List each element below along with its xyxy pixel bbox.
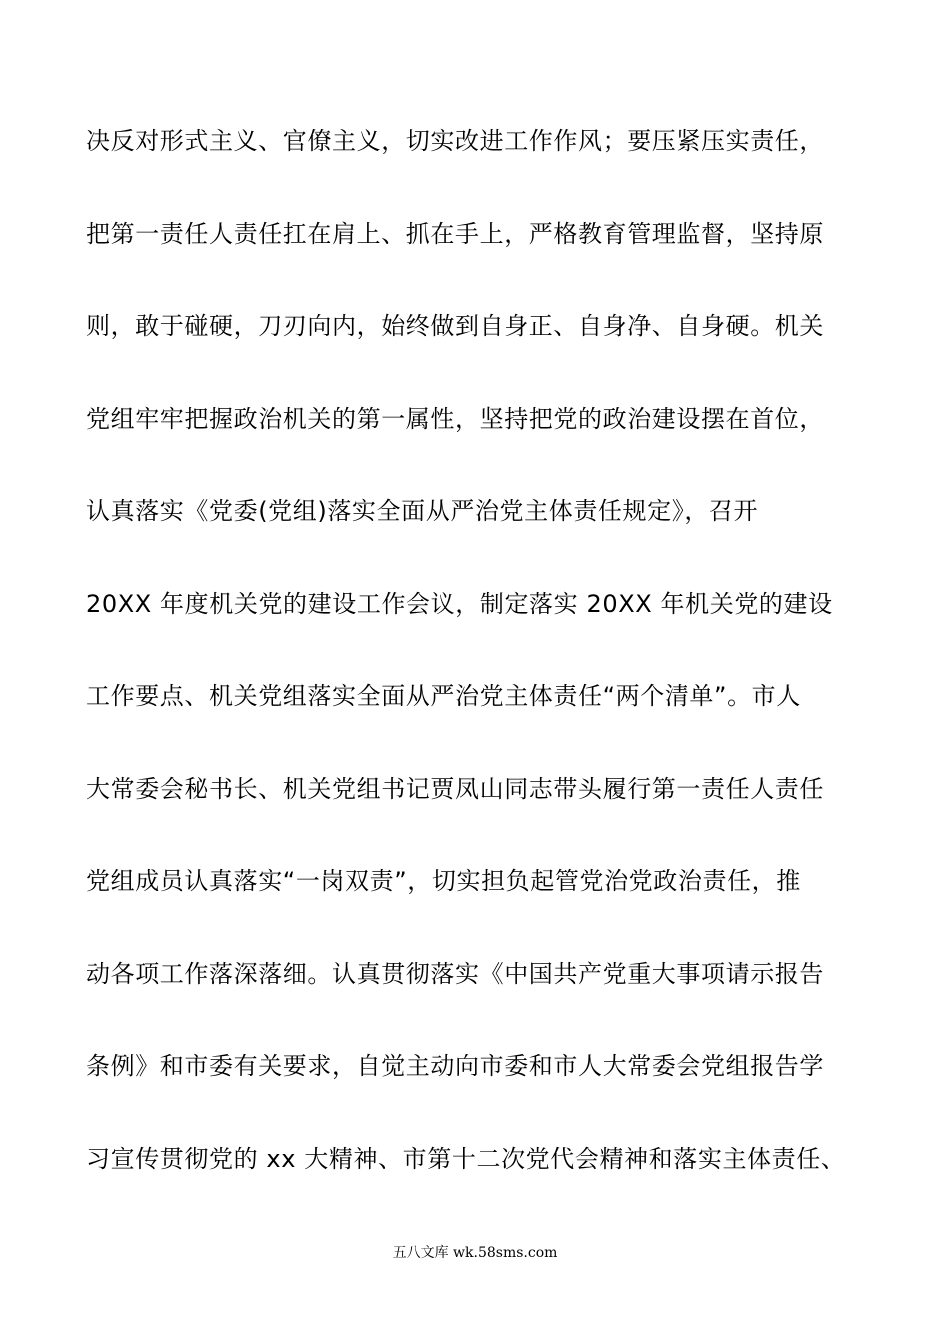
body-text-line-5: 认真落实《党委(党组)落实全面从严治党主体责任规定》，召开 (86, 497, 759, 525)
body-text-line-12: 习宣传贯彻党的 xx 大精神、市第十二次党代会精神和落实主体责任、 (86, 1145, 846, 1173)
body-text-line-8: 大常委会秘书长、机关党组书记贾凤山同志带头履行第一责任人责任 (86, 775, 824, 803)
body-text-line-3: 则，敢于碰硬，刀刃向内，始终做到自身正、自身净、自身硬。机关 (86, 312, 824, 340)
body-text-line-4: 党组牢牢把握政治机关的第一属性，坚持把党的政治建设摆在首位， (86, 405, 824, 433)
body-text-line-9: 党组成员认真落实“一岗双责”，切实担负起管党治党政治责任，推 (86, 867, 801, 895)
body-text-line-6: 20XX 年度机关党的建设工作会议，制定落实 20XX 年机关党的建设 (86, 590, 833, 618)
body-text-line-7: 工作要点、机关党组落实全面从严治党主体责任“两个清单”。市人 (86, 682, 801, 710)
body-text-line-2: 把第一责任人责任扛在肩上、抓在手上，严格教育管理监督，坚持原 (86, 220, 824, 248)
body-text-line-11: 条例》和市委有关要求，自觉主动向市委和市人大常委会党组报告学 (86, 1052, 824, 1080)
footer-watermark: 五八文库 wk.58sms.com (392, 1245, 558, 1261)
body-text-line-10: 动各项工作落深落细。认真贯彻落实《中国共产党重大事项请示报告 (86, 960, 824, 988)
body-text-line-1: 决反对形式主义、官僚主义，切实改进工作作风；要压紧压实责任， (86, 127, 824, 155)
